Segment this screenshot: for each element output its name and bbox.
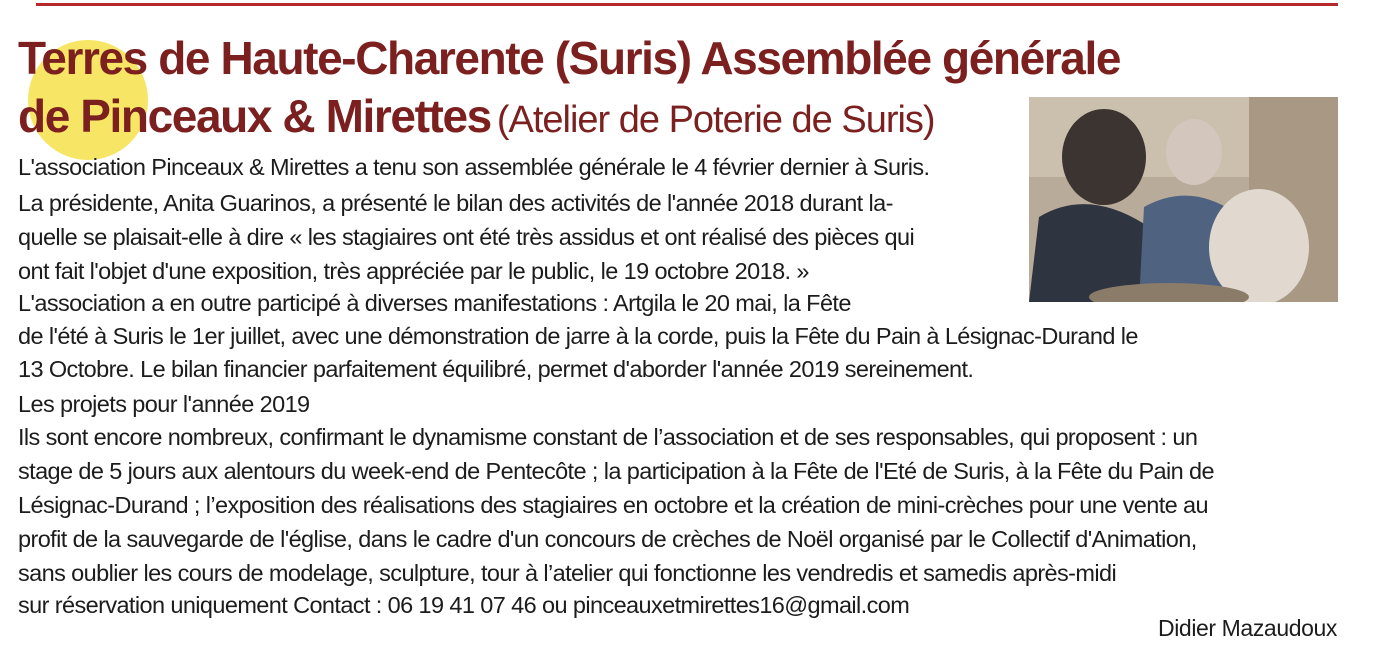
article-title-line2 [18,88,935,148]
article-title: Terres de Haute-Charente (Suris) Assemblée générale [18,32,1121,84]
author-signature: Didier Mazaudoux [1158,615,1337,641]
body-line: stage de 5 jours aux alentours du week-end de Pentecôte ; la participation à la Fête de l'Eté de Suris, à la Fête du Pain de [18,458,1214,484]
title-association-name: de Pinceaux & Mirettes [18,90,491,142]
body-line: profit de la sauvegarde de l'église, dans le cadre d'un concours de crèches de Noël organisé par le Collectif d'Animation, [18,526,1197,552]
body-line: L'association a en outre participé à diverses manifestations : Artgila le 20 mai, la Fête [18,290,851,316]
body-line: Lésignac-Durand ; l’exposition des réalisations des stagiaires en octobre et la création de mini-crèches pour une vente au [18,492,1208,518]
body-line: Ils sont encore nombreux, confirmant le dynamisme constant de l’association et de ses responsables, qui proposent : un [18,424,1198,450]
title-subtitle: (Atelier de Poterie de Suris) [496,99,935,141]
section-heading: Les projets pour l'année 2019 [18,391,310,417]
body-line: ont fait l'objet d'une exposition, très appréciée par le public, le 19 octobre 2018. » [18,258,809,284]
body-line: 13 Octobre. Le bilan financier parfaitement équilibré, permet d'aborder l'année 2019 sereinement. [18,356,974,382]
body-line: La présidente, Anita Guarinos, a présenté le bilan des activités de l'année 2018 durant la- [18,190,893,216]
body-line: sans oublier les cours de modelage, sculpture, tour à l’atelier qui fonctionne les vendredis et samedis après-midi [18,560,1117,586]
body-line: quelle se plaisait-elle à dire « les stagiaires ont été très assidus et ont réalisé des pièces qui [18,224,915,250]
article-photo [1029,97,1338,302]
pottery-photo-image [1029,97,1338,302]
body-line: de l'été à Suris le 1er juillet, avec une démonstration de jarre à la corde, puis la Fête du Pain à Lésignac-Durand le [18,323,1138,349]
body-line: L'association Pinceaux & Mirettes a tenu son assemblée générale le 4 février dernier à Suris. [18,154,930,180]
contact-line: sur réservation uniquement Contact : 06 19 41 07 46 ou pinceauxetmirettes16@gmail.com [18,592,910,618]
top-rule [36,3,1338,6]
